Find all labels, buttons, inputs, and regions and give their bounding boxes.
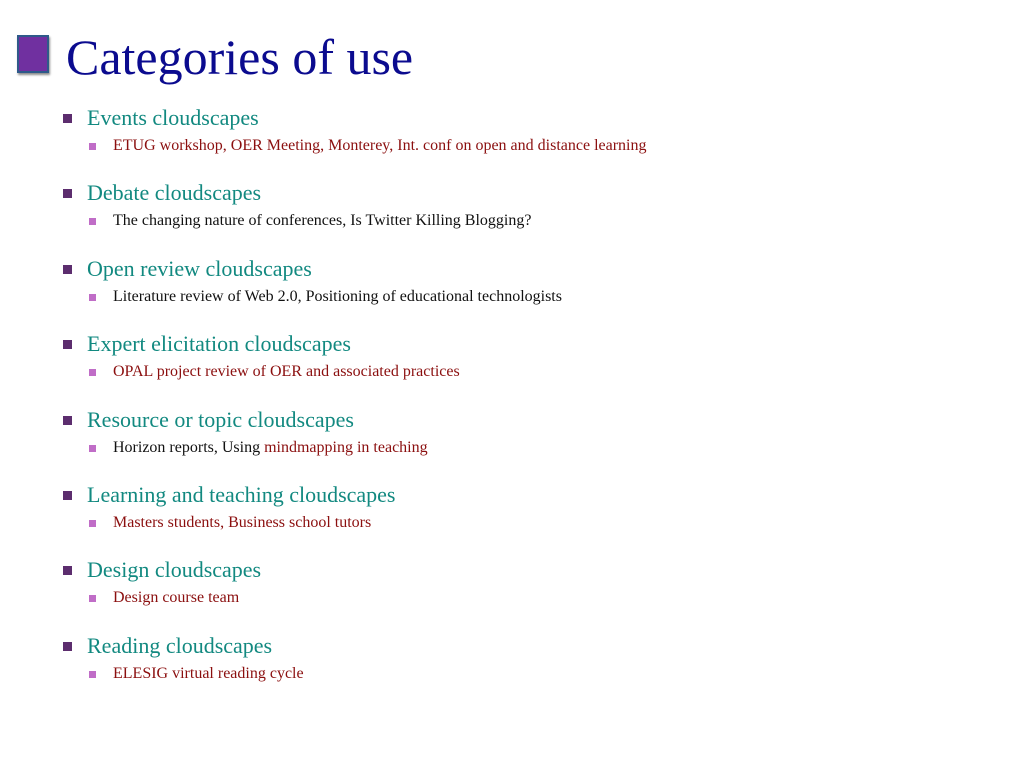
bullet-subitem: The changing nature of conferences, Is Twitter Killing Blogging? <box>113 212 532 230</box>
bullet-item-resource-topic <box>0 406 1024 481</box>
bullet-subitem-link[interactable]: ETUG workshop, OER Meeting, Monterey, Int. conf on open and distance learning <box>113 137 647 154</box>
bullet-heading: Design cloudscapes <box>87 557 262 583</box>
bullet-list <box>0 104 1024 707</box>
square-sub-bullet-icon <box>89 369 96 376</box>
bullet-item-expert-elicitation <box>0 330 1024 405</box>
square-sub-bullet-icon <box>89 520 96 527</box>
square-sub-bullet-icon <box>89 671 96 678</box>
bullet-item-reading <box>0 632 1024 707</box>
bullet-subitem-link[interactable]: Masters students, Business school tutors <box>113 513 372 531</box>
square-bullet-icon <box>63 114 72 123</box>
square-sub-bullet-icon <box>89 218 96 225</box>
square-bullet-icon <box>63 642 72 651</box>
bullet-heading: Resource or topic cloudscapes <box>87 406 354 432</box>
bullet-item-open-review <box>0 255 1024 330</box>
square-bullet-icon <box>63 566 72 575</box>
square-sub-bullet-icon <box>89 143 96 150</box>
square-sub-bullet-icon <box>89 294 96 301</box>
bullet-item-learning-teaching <box>0 481 1024 556</box>
bullet-subitem-text: Horizon reports, Using <box>113 438 265 456</box>
bullet-heading: Learning and teaching cloudscapes <box>87 481 396 507</box>
square-bullet-icon <box>63 491 72 500</box>
bullet-heading: Expert elicitation cloudscapes <box>87 331 351 357</box>
square-bullet-icon <box>63 416 72 425</box>
bullet-subitem-link[interactable]: Design course team <box>113 589 240 607</box>
square-bullet-icon <box>63 265 72 274</box>
bullet-item-events <box>0 104 1024 179</box>
bullet-heading: Open review cloudscapes <box>87 255 312 281</box>
square-sub-bullet-icon <box>89 445 96 452</box>
square-sub-bullet-icon <box>89 595 96 602</box>
title-square-icon <box>17 35 49 73</box>
bullet-subitem-link[interactable]: OPAL project review of OER and associated practices <box>113 363 460 381</box>
bullet-heading: Events cloudscapes <box>87 105 259 130</box>
square-bullet-icon <box>63 189 72 198</box>
bullet-heading: Debate cloudscapes <box>87 180 262 206</box>
bullet-item-design <box>0 556 1024 631</box>
bullet-heading: Reading cloudscapes <box>87 632 273 658</box>
slide-title: Categories of use <box>66 29 414 85</box>
square-bullet-icon <box>63 340 72 349</box>
bullet-subitem: Literature review of Web 2.0, Positioning of educational technologists <box>113 287 562 305</box>
bullet-subitem <box>113 437 428 459</box>
bullet-subitem-link[interactable]: ELESIG virtual reading cycle <box>113 664 304 682</box>
bullet-item-debate <box>0 179 1024 254</box>
bullet-subitem-link[interactable]: mindmapping in teaching <box>264 438 428 456</box>
